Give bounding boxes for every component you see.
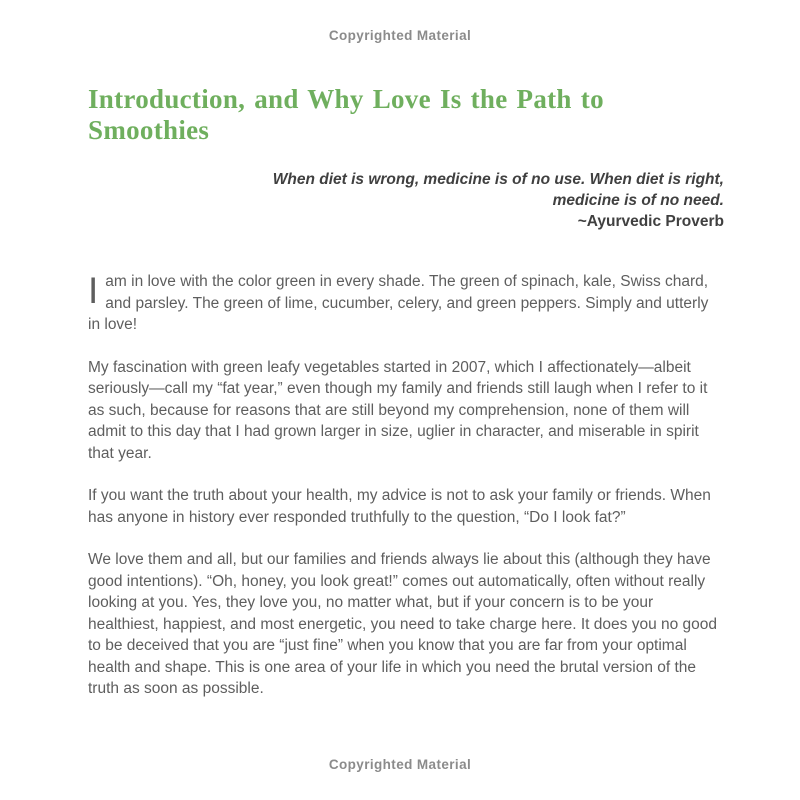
quote-attribution: ~Ayurvedic Proverb [577,213,724,230]
epigraph-quote [88,169,724,232]
paragraph-text: am in love with the color green in every shade. The green of spinach, kale, Swiss chard, and parsley. The green of lime, cucumber, celery, and green peppers. Simply and utterly in love! [88,273,709,333]
paragraph: We love them and all, but our families and friends always lie about this (although they have good intentions). “Oh, honey, you look great!” comes out automatically, often without really looking at you. Yes, they love you, no matter what, but if your concern is to be your healthiest, happiest, and most energetic, you need to take charge here. It does you no good to be deceived that you are “just fine” when you know that you are far from your optimal health and shape. This is one area of your life in which you need the brutal version of the truth as soon as possible. [88,551,718,697]
page-title: Introduction, and Why Love Is the Path to Smoothies [88,84,604,145]
bottom-copyright-notice: Copyrighted Material [328,757,472,772]
drop-cap: I [88,270,99,311]
page-content [88,84,724,700]
paragraph: My fascination with green leafy vegetables started in 2007, which I affectionately—albeit seriously—call my “fat year,” even though my family and friends still laugh when I refer to it as such, because for reasons that are still beyond my comprehension, none of them will admit to this day that I had grown larger in size, uglier in character, and miserable in spirit that year. [88,358,708,462]
quote-line: medicine is of no need. [552,192,724,209]
paragraph [88,271,724,336]
top-copyright-notice: Copyrighted Material [328,28,472,43]
paragraph: If you want the truth about your health, my advice is not to ask your family or friends. When has anyone in history ever responded truthfully to the question, “Do I look fat?” [88,487,711,526]
body-text [88,271,724,700]
quote-line: When diet is wrong, medicine is of no use. When diet is right, [272,171,724,188]
